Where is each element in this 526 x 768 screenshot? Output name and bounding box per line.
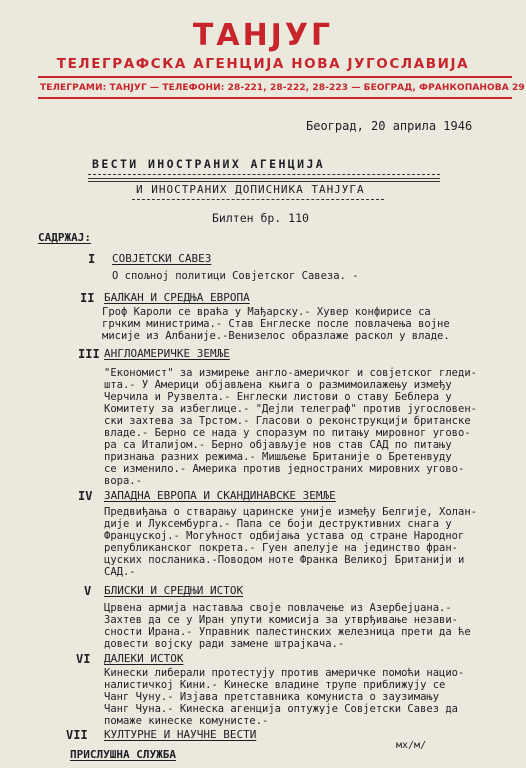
listening-service-label: ПРИСЛУШНА СЛУЖБА [70, 748, 176, 761]
section-title: АНГЛОАМЕРИЧКЕ ЗЕМЉЕ [104, 347, 230, 360]
section-text-line: О спољној политици Совјетског Савеза. - [112, 270, 359, 282]
section-title: КУЛТУРНЕ И НАУЧНЕ ВЕСТИ [104, 728, 257, 741]
section-title: БЛИСКИ И СРЕДЊИ ИСТОК [104, 584, 244, 597]
contents-label: САДРЖАЈ: [38, 231, 91, 244]
section-text-line: ра са Италијом.- Берно објављује нов став САД по питању [104, 439, 452, 451]
section-number: II [80, 291, 95, 305]
section-text-line: Француској.- Могућност одбијања устава од стране Народног [104, 530, 465, 542]
section-number: IV [78, 489, 93, 503]
section-number: I [88, 252, 96, 266]
section-text-line: Чанг Чуну.- Изјава претставника комуниста о заузимању [104, 691, 440, 703]
section-text-line: Предвиђања о стварању царинске уније између Белгије, Холан- [104, 506, 477, 518]
subtitle-divider [132, 199, 384, 200]
section-title: СОВЈЕТСКИ САВЕЗ [112, 252, 212, 265]
section-text-line: "Економист" за измирење англо-америчког и совјетског гледи- [104, 367, 477, 379]
section-text-line: ски захтева за Трстом.- Гласови о реконструкцији британске [104, 415, 471, 427]
section-text-line: Черчила и Рузвелта.- Енглески листови о ставу Беблера у [104, 391, 452, 403]
section-number: V [84, 584, 92, 598]
section-text-line: мисије из Албаније.-Венизелос образлаже раскол у владе. [102, 330, 450, 342]
section-text-line: Чанг Чуна.- Кинеска агенција оптужује Совјетски Савез да [104, 703, 459, 715]
agency-subtitle: ТЕЛЕГРАФСКА АГЕНЦИЈА НОВА ЈУГОСЛАВИЈА [56, 56, 470, 72]
section-text-line: признања разних режима.- Мишљење Британије о Бретенвуду [104, 451, 452, 463]
section-text-line: вора.- [104, 475, 142, 487]
section-text-line: Кинески либерали протестују против америчке помоћи нацио- [104, 667, 465, 679]
section-text-line: шта.- У Америци објављена књига о размимоилажењу између [104, 379, 452, 391]
section-text-line: налистичкој Кини.- Кинеске владине трупе приближују се [104, 679, 446, 691]
section-text-line: Захтев да се у Иран упути комисија за утврђивање незави- [104, 614, 459, 626]
agency-contact: ТЕЛЕГРАМИ: ТАНЈУГ — ТЕЛЕФОНИ: 28-221, 28-222, 28-223 — БЕОГРАД, ФРАНКОПАНОВА 29 [40, 83, 525, 93]
section-number: III [78, 347, 100, 361]
section-text-line: владе.- Берно се нада у споразум по питању мировног угово- [104, 427, 471, 439]
document-date: Београд, 20 априла 1946 [306, 119, 473, 133]
section-text-line: Гроф Кароли се враћа у Мађарску.- Хувер конфирисе са [102, 306, 431, 318]
section-text-line: помаже кинеске комунисте.- [104, 715, 269, 727]
document-subtitle: И ИНОСТРАНИХ ДОПИСНИКА ТАНЈУГА [136, 183, 365, 196]
title-double-rule [88, 178, 440, 182]
section-number: VI [76, 652, 91, 666]
section-text-line: републиканског покрета.- Гуен апелује на јединство фран- [104, 542, 459, 554]
section-text-line: Црвена армија наставља своје повлачење из Азербејџана.- [104, 602, 452, 614]
header-rule-bottom [38, 97, 512, 99]
section-text-line: сности Ирана.- Управник палестинских железница прети да ће [104, 626, 471, 638]
section-text-line: Комитету за избеглице.- "Дејли телеграф" против југословен- [104, 403, 477, 415]
section-text-line: грчким министрима.- Став Енглеске после повлачења војне [102, 318, 450, 330]
section-title: БАЛКАН И СРЕДЊА ЕВРОПА [104, 291, 250, 304]
section-text-line: САД.- [104, 566, 136, 578]
document-title: ВЕСТИ ИНОСТРАНИХ АГЕНЦИЈА [92, 157, 326, 171]
section-text-line: цуских посланика.-Поводом ноте Франка Великој Британији и [104, 554, 465, 566]
section-text-line: дије и Луксембурга.- Папа се боји деструктивних снага у [104, 518, 452, 530]
title-divider [88, 174, 440, 175]
section-title: ЗАПАДНА ЕВРОПА И СКАНДИНАВСКЕ ЗЕМЉЕ [104, 489, 336, 502]
section-text-line: се изменило.- Америка против једностраних мировних угово- [104, 463, 465, 475]
bulletin-number: Билтен бр. 110 [212, 211, 309, 225]
agency-logo: ТАНЈУГ [192, 18, 334, 53]
section-title: ДАЛЕКИ ИСТОК [104, 652, 184, 665]
typist-initials: мх/м/ [396, 740, 427, 751]
header-rule-top [38, 76, 512, 78]
section-number: VII [66, 728, 88, 742]
section-text-line: довести војску ради замене штрајкача.- [104, 638, 345, 650]
